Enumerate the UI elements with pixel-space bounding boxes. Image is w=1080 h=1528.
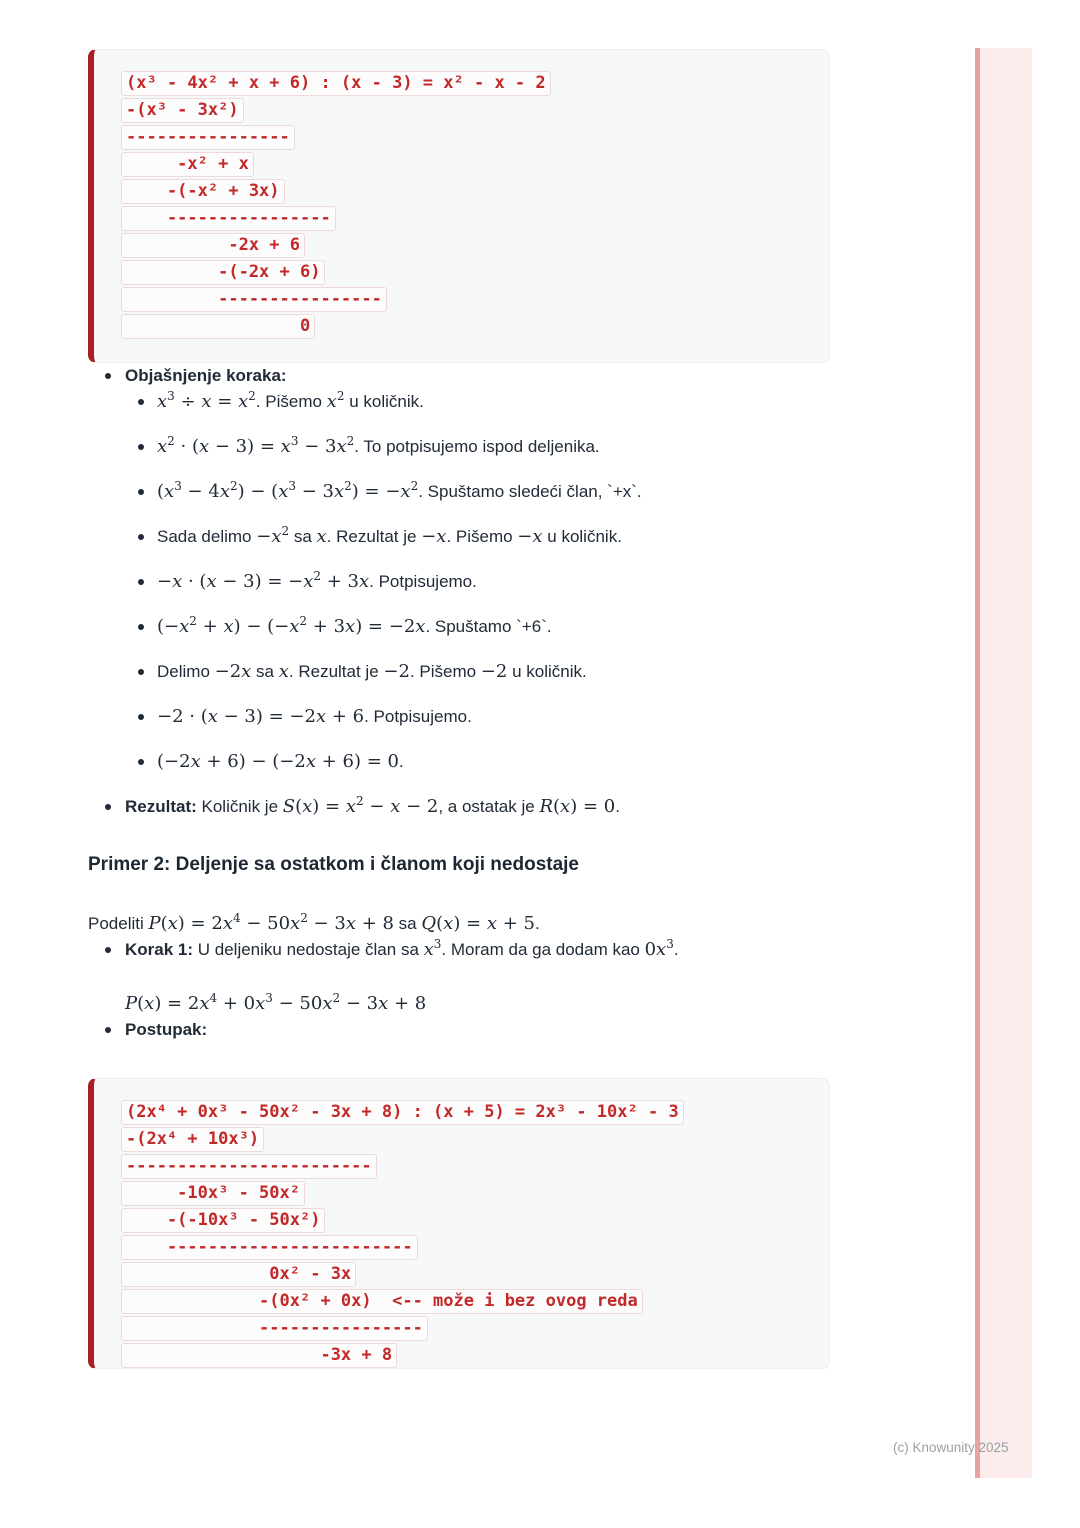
step-item: $-x \cdot (x - 3) = -x^2 + 3x$. Potpisujemo.	[88, 569, 830, 595]
copyright-watermark: (c) Knowunity 2025	[893, 1440, 1009, 1455]
code-line	[126, 1343, 813, 1369]
code-line	[126, 152, 813, 179]
inline-math: $x^2 \cdot (x - 3) = x^3 - 3x^2$	[157, 434, 355, 457]
inline-math: $0x^3$	[644, 937, 674, 960]
code-line-text: (2x⁴ + 0x³ - 50x² - 3x + 8) : (x + 5) = 2x³ - 10x² - 3	[121, 1100, 684, 1125]
code-line-text: ----------------	[121, 287, 387, 312]
code-line-text: ------------------------	[121, 1235, 418, 1260]
inline-math: −2 · (x − 3) = −2x + 6	[157, 706, 365, 727]
code-line-text: (x³ - 4x² + x + 6) : (x - 3) = x² - x - 2	[121, 71, 551, 96]
code-line	[126, 98, 813, 125]
code-line	[126, 1235, 813, 1262]
division-code-block-1	[88, 49, 830, 363]
code-line	[126, 1127, 813, 1154]
code-line-text: -(2x⁴ + 10x³)	[121, 1127, 264, 1152]
inline-math: $P(x) = 2x^4 - 50x^2 - 3x + 8$	[148, 911, 394, 934]
step-item: $x^2 \cdot (x - 3) = x^3 - 3x^2$. To potpisujemo ispod deljenika.	[88, 434, 830, 460]
inline-math: $(x^3 - 4x^2) - (x^3 - 3x^2) = -x^2$	[157, 479, 419, 502]
code-line	[126, 1316, 813, 1343]
step-item: $(-x^2 + x) - (-x^2 + 3x) = -2x$. Spuštamo `+6`.	[88, 614, 830, 640]
code-line-text: -(-x² + 3x)	[121, 179, 285, 204]
inline-math: $(-x^2 + x) - (-x^2 + 3x) = -2x$	[157, 614, 426, 637]
next-page-edge-strip	[975, 48, 1032, 1478]
code-line	[126, 1208, 813, 1235]
step-item: Sada $delimo -x^2$ sa x. Rezultat je −x. Pišemo −x u količnik.	[88, 524, 830, 550]
steps-list	[88, 389, 830, 775]
inline-math: $-x \cdot (x - 3) = -x^2 + 3x$	[157, 569, 370, 592]
code-line-text: ------------------------	[121, 1154, 377, 1179]
code-line	[126, 287, 813, 314]
bold-label: Postupak:	[125, 1020, 208, 1039]
inline-math: R(x) = 0	[539, 796, 616, 817]
inline-math: (−2x + 6) − (−2x + 6) = 0	[157, 751, 399, 772]
code-line	[126, 1100, 813, 1127]
step-item: Delimo −2x sa x. Rezultat je −2. Pišemo −2 u količnik.	[88, 659, 830, 685]
inline-math: −x	[517, 526, 543, 547]
inline-math: x	[278, 661, 289, 682]
code-line-text: -(0x² + 0x) <-- može i bez ovog reda	[121, 1289, 643, 1314]
inline-math: $P(x) = 2x^4 + 0x^3 - 50x^2 - 3x + 8$	[125, 991, 427, 1014]
code-line	[126, 179, 813, 206]
code-line	[126, 1154, 813, 1181]
inline-math: Q(x) = x + 5	[421, 913, 536, 934]
code-line-text: 0	[121, 314, 315, 339]
code-line	[126, 71, 813, 98]
inline-math: $x^3 \div x = x^2$	[157, 389, 256, 412]
inline-math: −2	[383, 661, 410, 682]
inline-math: −2	[480, 661, 508, 682]
inline-math: −2x	[214, 661, 252, 682]
code-line	[126, 260, 813, 287]
inline-math: x	[316, 526, 327, 547]
code-line	[126, 233, 813, 260]
code-line-text: -(-2x + 6)	[121, 260, 325, 285]
step-item: −2 · (x − 3) = −2x + 6. Potpisujemo.	[88, 704, 830, 730]
result-list	[88, 794, 830, 820]
postupak-item	[88, 1017, 830, 1043]
inline-math: $-x^2$	[256, 524, 290, 547]
korak1-item: Korak 1: U deljeniku nedostaje član sa $x^3$. Moram da ga dodam kao $0x^3$.	[88, 937, 830, 963]
polynomial-formula	[125, 991, 830, 1017]
inline-math: −x	[421, 526, 447, 547]
code-line-text: -2x + 6	[121, 233, 305, 258]
code-line-text: 0x² - 3x	[121, 1262, 356, 1287]
korak1-list	[88, 937, 830, 963]
code-line	[126, 1181, 813, 1208]
code-line-text: ----------------	[121, 1316, 428, 1341]
code-line	[126, 1262, 813, 1289]
step-item: $(x^3 - 4x^2) - (x^3 - 3x^2) = -x^2$. Spuštamo sledeći član, `+x`.	[88, 479, 830, 505]
step-item: (−2x + 6) − (−2x + 6) = 0.	[88, 749, 830, 775]
explanation-title-item	[88, 363, 830, 389]
code-line	[126, 314, 813, 341]
document-content	[88, 0, 830, 1369]
code-line-text: ----------------	[121, 125, 295, 150]
code-line-text: -3x + 8	[121, 1343, 397, 1368]
primer2-heading: Primer 2: Deljenje sa ostatkom i članom koji nedostaje	[88, 854, 580, 875]
inline-math: $x^2$	[326, 389, 345, 412]
code-line-text: -10x³ - 50x²	[121, 1181, 305, 1206]
code-line-text: -x² + x	[121, 152, 254, 177]
division-code-block-2	[88, 1078, 830, 1369]
explanation-title: Objašnjenje koraka:	[125, 366, 287, 385]
result-item: Rezultat: Količnik je $S(x) = x^2 - x - 2$, a ostatak je R(x) = 0.	[88, 794, 830, 820]
code-line	[126, 206, 813, 233]
code-line-text: -(-10x³ - 50x²)	[121, 1208, 325, 1233]
bold-label: Rezultat:	[125, 797, 197, 816]
primer2-intro: Podeliti $P(x) = 2x^4 - 50x^2 - 3x + 8$ sa Q(x) = x + 5.	[88, 911, 540, 934]
step-item: $x^3 \div x = x^2$. Pišemo $x^2$ u količnik.	[88, 389, 830, 415]
bold-label: Korak 1:	[125, 940, 194, 959]
code-line	[126, 125, 813, 152]
explanation-list	[88, 363, 830, 389]
inline-math: $S(x) = x^2 - x - 2$	[282, 794, 439, 817]
inline-math: $x^3$	[423, 937, 442, 960]
code-line-text: -(x³ - 3x²)	[121, 98, 244, 123]
code-line-text: ----------------	[121, 206, 336, 231]
code-line	[126, 1289, 813, 1316]
postupak-list	[88, 1017, 830, 1043]
